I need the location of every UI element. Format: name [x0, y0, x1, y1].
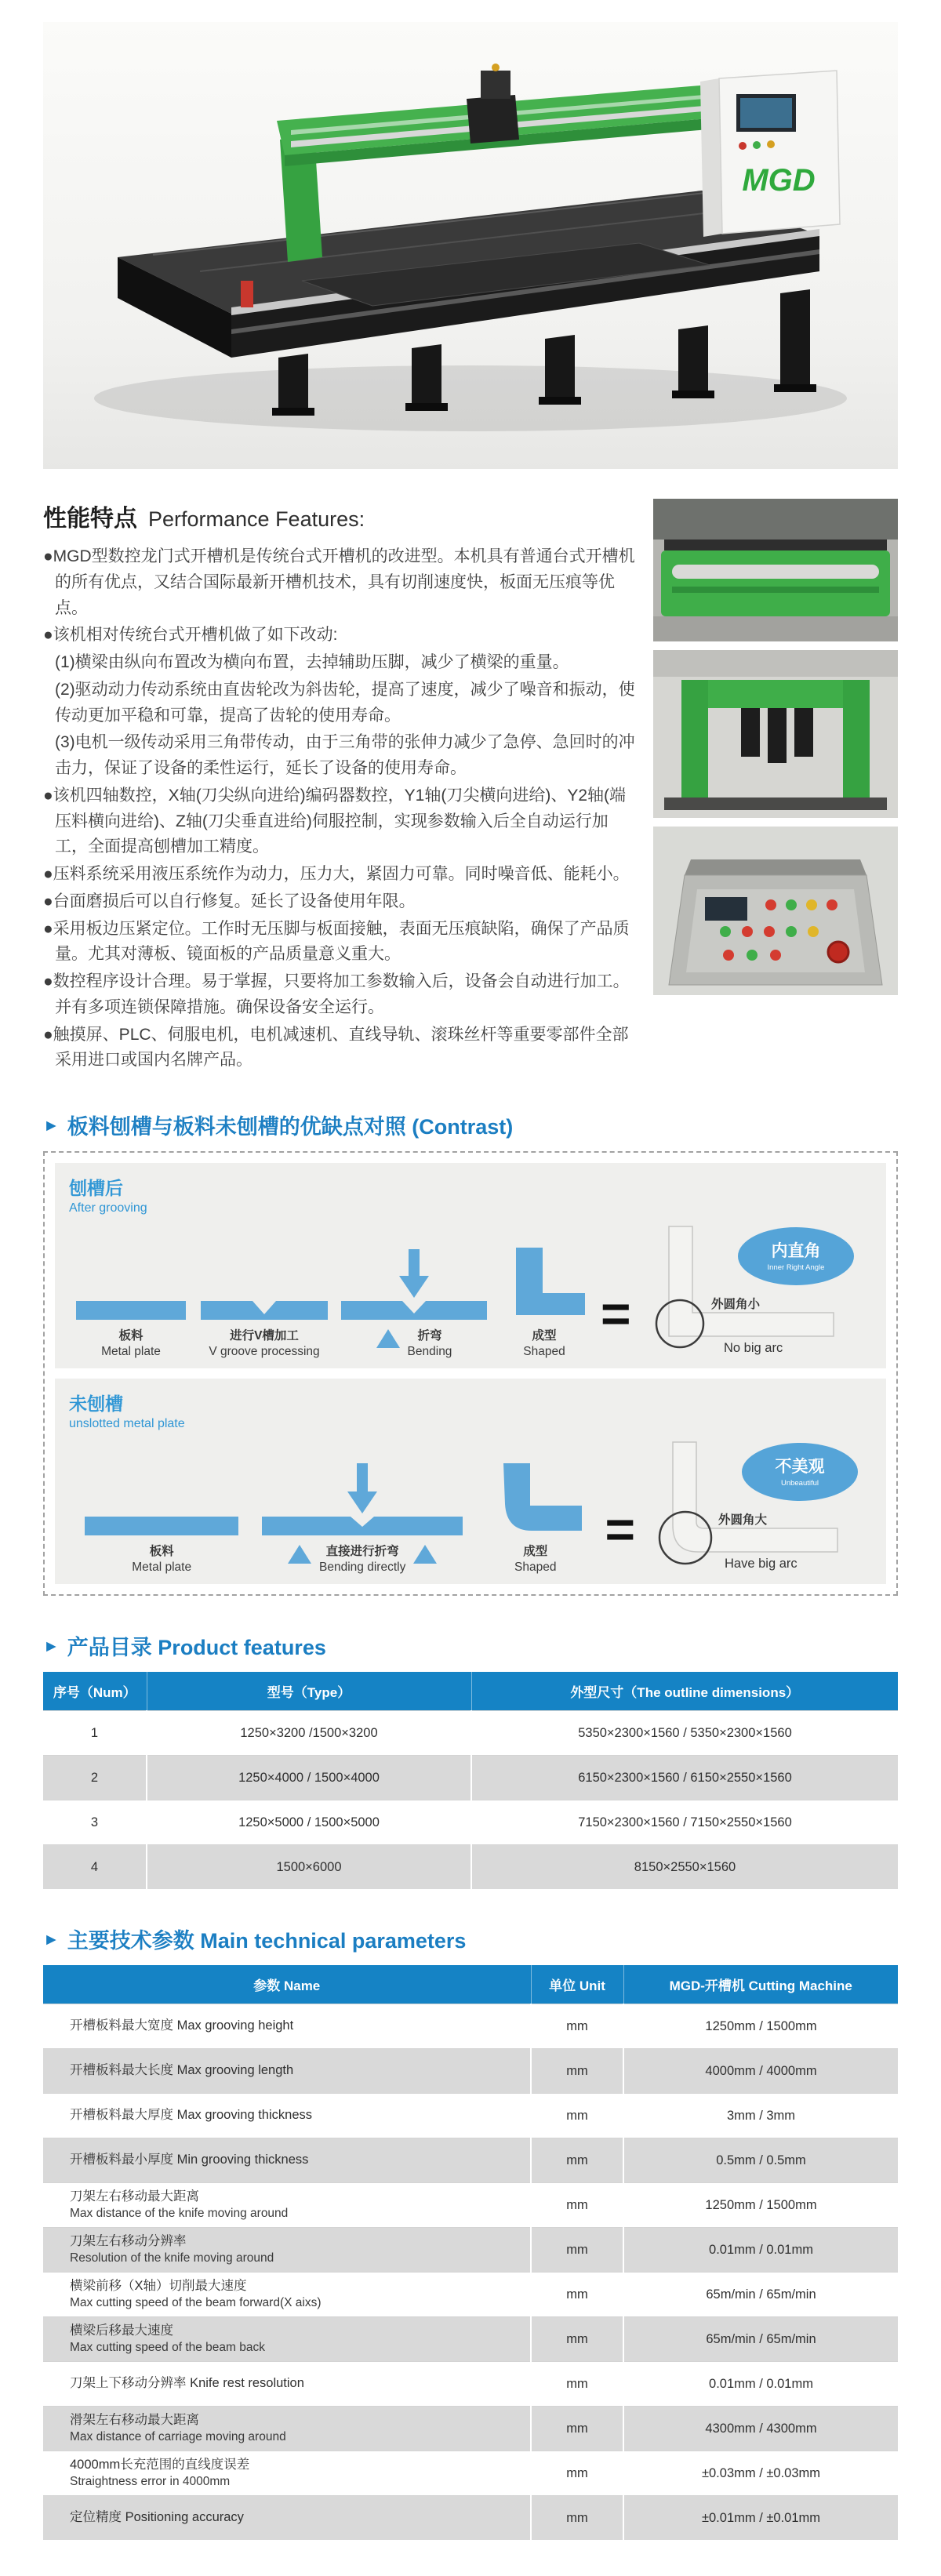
table-row	[43, 2228, 898, 2273]
param-zh: 刀架左右移动最大距离	[70, 2189, 199, 2204]
table-row	[43, 2183, 898, 2228]
cell-param-name	[43, 2138, 531, 2183]
step-caption-zh: 成型	[523, 1545, 548, 1558]
params-table-heading-text: 主要技术参数 Main technical parameters	[67, 1929, 467, 1953]
unslotted-panel	[55, 1379, 886, 1584]
param-zh: 开槽板料最小厚度 Min grooving thickness	[70, 2153, 309, 2167]
cell-type: 1500×6000	[147, 1845, 471, 1890]
param-zh: 开槽板料最大厚度 Max grooving thickness	[70, 2108, 312, 2123]
machine-logo: MGD	[742, 163, 816, 198]
cell-unit: mm	[531, 2317, 623, 2362]
param-en: Max cutting speed of the beam back	[70, 2340, 266, 2354]
table-row	[43, 1800, 898, 1845]
step-caption-en: Shaped	[523, 1345, 565, 1358]
cell-param-name	[43, 2317, 531, 2362]
param-zh: 开槽板料最大长度 Max grooving length	[70, 2063, 294, 2078]
features-section	[43, 499, 898, 1075]
product-table	[43, 1672, 898, 1889]
product-table-heading	[43, 1630, 898, 1661]
feature-bullet: ●采用板边压紧定位。工作时无压脚与板面接触，表面无压痕缺陷，确保了产品质量。尤其对薄板、镜面板的产品质量意义重大。	[43, 919, 630, 964]
triangle-bullet-icon: ►	[43, 1117, 60, 1135]
cell-param-name	[43, 2451, 531, 2496]
step-caption-zh: 直接进行折弯	[325, 1545, 399, 1558]
feature-bullet: ●台面磨损后可以自行修复。延长了设备使用年限。	[43, 892, 416, 910]
result-diagram	[640, 1436, 872, 1571]
param-zh: 横梁前移（X轴）切削最大速度	[70, 2279, 247, 2294]
cell-param-name	[43, 2049, 531, 2094]
feature-sub-item: (3)电机一级传动采用三角带传动，由于三角带的张伸力减少了急停、急回时的冲击力，保证了设备的柔性运行，延长了设备的使用寿命。	[55, 733, 635, 777]
cell-value: 1250mm / 1500mm	[623, 2183, 898, 2228]
col-param-name: 参数 Name	[43, 1965, 531, 2004]
col-num: 序号（Num）	[43, 1672, 147, 1711]
cell-param-name	[43, 2496, 531, 2541]
cell-unit: mm	[531, 2004, 623, 2049]
cell-value: 0.5mm / 0.5mm	[623, 2138, 898, 2183]
feature-photo-gantry	[653, 650, 898, 818]
step-caption-en: Bending directly	[319, 1560, 406, 1574]
table-row	[43, 2094, 898, 2138]
param-zh: 4000mm长充范围的直线度误差	[70, 2458, 250, 2472]
contrast-heading	[43, 1110, 898, 1140]
features-text-column	[43, 499, 636, 1075]
result-note-en: Have big arc	[725, 1557, 797, 1571]
cell-unit: mm	[531, 2049, 623, 2094]
params-table-header-row	[43, 1965, 898, 2004]
table-row	[43, 2317, 898, 2362]
feature-photo-grooving-head	[653, 499, 898, 641]
feature-bullet: ●该机相对传统台式开槽机做了如下改动:	[43, 626, 338, 645]
param-zh: 定位精度 Positioning accuracy	[70, 2510, 244, 2525]
cell-unit: mm	[531, 2451, 623, 2496]
punch-triangle-icon	[376, 1329, 400, 1348]
cell-dimensions: 7150×2300×1560 / 7150×2550×1560	[471, 1800, 898, 1845]
plate-shape	[76, 1301, 186, 1320]
equals-sign: =	[601, 1284, 631, 1342]
badge-en: Unbeautiful	[780, 1479, 819, 1488]
unslotted-label	[69, 1390, 872, 1431]
step-bending-directly	[254, 1463, 470, 1575]
cell-param-name	[43, 2094, 531, 2138]
contrast-heading-text: 板料刨槽与板料未刨槽的优缺点对照 (Contrast)	[67, 1115, 514, 1139]
result-note-zh: 外圆角大	[718, 1513, 768, 1527]
params-table	[43, 1965, 898, 2540]
triangle-bullet-icon: ►	[43, 1931, 60, 1949]
feature-bullet: ●触摸屏、PLC、伺服电机，电机减速机、直线导轨、滚珠丝杆等重要零部件全部采用进口或国内名牌产品。	[43, 1025, 629, 1070]
param-zh: 滑架左右移动最大距离	[70, 2413, 199, 2428]
step-caption-en: Shaped	[514, 1560, 557, 1574]
cell-num: 2	[90, 1770, 99, 1785]
param-zh: 横梁后移最大速度	[70, 2323, 173, 2338]
table-row	[43, 2138, 898, 2183]
cell-value: 65m/min / 65m/min	[623, 2317, 898, 2362]
params-table-heading	[43, 1924, 898, 1954]
param-en: Resolution of the knife moving around	[70, 2251, 274, 2265]
label-en: After grooving	[69, 1201, 147, 1215]
features-title-en: Performance Features:	[148, 507, 365, 531]
cell-value: 0.01mm / 0.01mm	[623, 2228, 898, 2273]
press-arrow-plate-shape	[262, 1463, 463, 1535]
cell-unit: mm	[531, 2094, 623, 2138]
step-caption-zh: 成型	[532, 1329, 557, 1342]
result-inner-right-angle	[636, 1220, 868, 1359]
table-row	[43, 2451, 898, 2496]
cell-value: 1250mm / 1500mm	[623, 2004, 898, 2049]
badge-zh: 不美观	[775, 1458, 825, 1476]
product-table-heading-text: 产品目录 Product features	[67, 1636, 326, 1659]
step-metal-plate	[69, 1517, 254, 1575]
cell-value: 4000mm / 4000mm	[623, 2049, 898, 2094]
cell-param-name	[43, 2407, 531, 2451]
cell-dimensions: 8150×2550×1560	[471, 1845, 898, 1890]
param-zh: 刀架左右移动分辨率	[70, 2234, 187, 2249]
result-diagram	[636, 1220, 868, 1355]
cell-unit: mm	[531, 2138, 623, 2183]
cell-param-name	[43, 2228, 531, 2273]
table-row	[43, 1711, 898, 1756]
press-arrow-plate-shape	[341, 1249, 487, 1320]
cell-value: ±0.01mm / ±0.01mm	[623, 2496, 898, 2541]
feature-bullet: ●数控程序设计合理。易于掌握，只要将加工参数输入后，设备会自动进行加工。并有多项连锁保障措施。确保设备安全运行。	[43, 972, 630, 1016]
cell-unit: mm	[531, 2362, 623, 2407]
table-row	[43, 2407, 898, 2451]
photo-column	[653, 499, 898, 1075]
step-caption-en: Metal plate	[132, 1560, 192, 1574]
cell-unit: mm	[531, 2273, 623, 2317]
table-row	[43, 2496, 898, 2541]
feature-sub-item: (1)横梁由纵向布置改为横向布置，去掉辅助压脚，减少了横梁的重量。	[55, 653, 569, 671]
result-big-arc	[640, 1436, 872, 1575]
cell-value: 65m/min / 65m/min	[623, 2273, 898, 2317]
l-shape	[503, 1248, 585, 1320]
product-page	[0, 22, 941, 2576]
cell-param-name	[43, 2273, 531, 2317]
triangle-bullet-icon: ►	[43, 1637, 60, 1655]
cell-unit: mm	[531, 2183, 623, 2228]
step-v-groove	[193, 1301, 336, 1359]
cell-value: 0.01mm / 0.01mm	[623, 2362, 898, 2407]
product-table-header-row	[43, 1672, 898, 1711]
result-note-zh: 外圆角小	[710, 1298, 760, 1311]
table-row	[43, 2049, 898, 2094]
badge-en: Inner Right Angle	[767, 1263, 824, 1272]
notched-plate-shape	[201, 1301, 328, 1320]
step-caption-en: Metal plate	[101, 1345, 161, 1358]
table-row	[43, 2004, 898, 2049]
col-dimensions: 外型尺寸（The outline dimensions）	[471, 1672, 898, 1711]
machine-illustration	[43, 22, 898, 469]
cell-dimensions: 5350×2300×1560 / 5350×2300×1560	[471, 1711, 898, 1756]
table-row	[43, 1756, 898, 1800]
step-shaped	[492, 1248, 596, 1359]
cell-dimensions: 6150×2300×1560 / 6150×2550×1560	[471, 1756, 898, 1800]
features-title-zh: 性能特点	[43, 506, 137, 532]
cell-unit: mm	[531, 2496, 623, 2541]
result-note-en: No big arc	[723, 1341, 783, 1355]
main-machine-photo	[43, 22, 898, 469]
punch-triangle-icon	[288, 1545, 311, 1564]
cell-num: 3	[90, 1815, 99, 1829]
step-caption-en: Bending	[407, 1345, 452, 1358]
punch-triangle-icon	[413, 1545, 437, 1564]
col-type: 型号（Type）	[147, 1672, 471, 1711]
after-grooving-panel	[55, 1163, 886, 1368]
rounded-l-shape	[489, 1463, 582, 1535]
feature-bullet: ●压料系统采用液压系统作为动力，压力大，紧固力可靠。同时噪音低、能耗小。	[43, 865, 630, 883]
param-en: Max cutting speed of the beam forward(X aixs)	[70, 2295, 322, 2309]
step-shaped-rounded	[470, 1463, 600, 1575]
step-caption-zh: 板料	[118, 1329, 144, 1342]
feature-bullet: ●MGD型数控龙门式开槽机是传统台式开槽机的改进型。本机具有普通台式开槽机的所有优点，又结合国际最新开槽机技术，具有切削速度快，板面无压痕等优点。	[43, 547, 635, 617]
label-en: unslotted metal plate	[69, 1417, 185, 1430]
table-row	[43, 2362, 898, 2407]
feature-bullet: ●该机四轴数控，X轴(刀尖纵向进给)编码器数控，Y1轴(刀尖横向进给)、Y2轴(端压料横向进给)、Z轴(刀尖垂直进给)伺服控制，实现参数输入后全自动运行加工，全面提高刨槽加工精度。	[43, 786, 627, 856]
after-grooving-label	[69, 1174, 872, 1215]
step-caption-zh: 进行V槽加工	[230, 1329, 299, 1342]
cell-type: 1250×4000 / 1500×4000	[147, 1756, 471, 1800]
contrast-diagram	[43, 1151, 898, 1596]
cell-unit: mm	[531, 2407, 623, 2451]
param-en: Max distance of carriage moving around	[70, 2429, 286, 2443]
badge-zh: 内直角	[771, 1242, 821, 1260]
param-zh: 刀架上下移动分辨率 Knife rest resolution	[70, 2376, 304, 2391]
cell-value: 3mm / 3mm	[623, 2094, 898, 2138]
cell-num: 4	[90, 1859, 99, 1874]
label-zh: 刨槽后	[69, 1178, 123, 1198]
param-en: Straightness error in 4000mm	[70, 2474, 231, 2488]
param-zh: 开槽板料最大宽度 Max grooving height	[70, 2018, 294, 2033]
cell-type: 1250×3200 /1500×3200	[147, 1711, 471, 1756]
table-row	[43, 1845, 898, 1890]
step-caption-zh: 折弯	[417, 1329, 442, 1342]
cell-unit: mm	[531, 2228, 623, 2273]
cell-num: 1	[90, 1725, 99, 1740]
step-metal-plate	[69, 1301, 193, 1359]
col-unit: 单位 Unit	[531, 1965, 623, 2004]
param-en: Max distance of the knife moving around	[70, 2206, 289, 2220]
cell-param-name	[43, 2004, 531, 2049]
label-zh: 未刨槽	[69, 1393, 123, 1414]
feature-sub-item: (2)驱动动力传动系统由直齿轮改为斜齿轮，提高了速度，减少了噪音和振动，使传动更加平稳和可靠，提高了齿轮的使用寿命。	[55, 680, 635, 725]
features-title	[43, 499, 636, 533]
plate-shape	[85, 1517, 238, 1535]
col-machine: MGD-开槽机 Cutting Machine	[623, 1965, 898, 2004]
step-caption-zh: 板料	[149, 1545, 174, 1558]
step-bending	[336, 1249, 492, 1359]
cell-value: 4300mm / 4300mm	[623, 2407, 898, 2451]
equals-sign: =	[605, 1499, 635, 1558]
table-row	[43, 2273, 898, 2317]
cell-type: 1250×5000 / 1500×5000	[147, 1800, 471, 1845]
cell-param-name	[43, 2362, 531, 2407]
feature-photo-control-panel	[653, 827, 898, 995]
cell-param-name	[43, 2183, 531, 2228]
step-caption-en: V groove processing	[209, 1345, 320, 1358]
cell-value: ±0.03mm / ±0.03mm	[623, 2451, 898, 2496]
